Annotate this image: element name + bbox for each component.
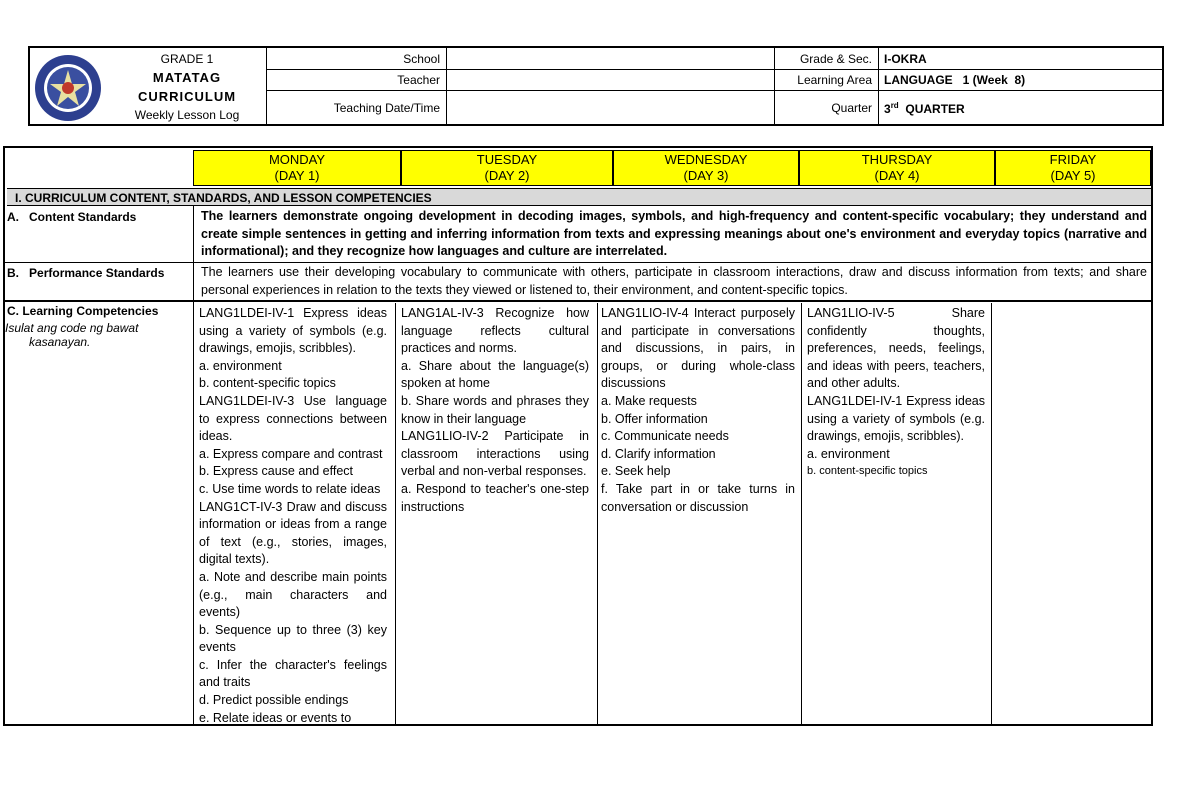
section-heading: I. CURRICULUM CONTENT, STANDARDS, AND LESSON COMPETENCIES xyxy=(7,188,1151,206)
learning-area-label: Learning Area xyxy=(797,73,872,87)
content-standards-text: The learners demonstrate ongoing development in decoding images, symbols, and high-frequency and content-specific vocabulary; they understand and create simple sentences in getting and inferring information from texts and expressing meanings about one's environment and everyday topics (narrative and informational); and they recognize how languages and culture are interrelated. xyxy=(201,209,1147,258)
day-header-friday: FRIDAY (DAY 5) xyxy=(995,150,1151,186)
competencies-thursday: LANG1LIO-IV-5 Share confidently thoughts, preferences, needs, feelings, and ideas with peers, teachers, and other adults. LANG1LDEI-IV-1 Express ideas using a variety of symbols (e.g. drawings, emojis, scribbles). a. environment b. content-specific topics xyxy=(807,306,985,478)
quarter-value: 3rd QUARTER xyxy=(884,101,965,116)
quarter-label: Quarter xyxy=(831,101,872,115)
teaching-date-label: Teaching Date/Time xyxy=(333,101,440,115)
day-header-thursday: THURSDAY (DAY 4) xyxy=(799,150,995,186)
grade-sec-label: Grade & Sec. xyxy=(799,52,872,66)
school-label: School xyxy=(403,52,440,66)
performance-standards-label: B. Performance Standards xyxy=(7,266,165,280)
competencies-wednesday: LANG1LIO-IV-4 Interact purposely and participate in conversations and discussions, in pairs, in groups, or during whole-class discussions a. Make requests b. Offer information c. Communicate needs d. Clarify information e. Seek help f. Take part in or take turns in conversation or discussion xyxy=(601,306,795,514)
content-standards-label: A. Content Standards xyxy=(7,210,137,224)
deped-seal-logo xyxy=(34,54,102,122)
learning-area-value: LANGUAGE 1 (Week 8) xyxy=(884,73,1026,87)
curriculum-line1: MATATAG xyxy=(152,70,222,85)
curriculum-line2: CURRICULUM xyxy=(137,89,237,104)
day-header-wednesday: WEDNESDAY (DAY 3) xyxy=(613,150,799,186)
header-table xyxy=(28,46,1164,126)
lesson-log-table xyxy=(3,146,1153,726)
teacher-label: Teacher xyxy=(397,73,440,87)
log-title: Weekly Lesson Log xyxy=(134,108,240,122)
competencies-tuesday: LANG1AL-IV-3 Recognize how language reflects cultural practices and norms. a. Share about the language(s) spoken at home b. Share words and phrases they know in their language LANG1LIO-IV-2 Participate in classroom interactions using verbal and non-verbal responses. a. Respond to teacher's one-step instructions xyxy=(401,306,589,514)
grade-label: GRADE 1 xyxy=(160,52,214,66)
grade-sec-value: I-OKRA xyxy=(884,52,927,66)
day-header-monday: MONDAY (DAY 1) xyxy=(193,150,401,186)
learning-competencies-label: C. Learning Competencies xyxy=(7,304,159,318)
competencies-note: Isulat ang code ng bawat kasanayan. xyxy=(5,321,139,349)
day-header-tuesday: TUESDAY (DAY 2) xyxy=(401,150,613,186)
competencies-monday: LANG1LDEI-IV-1 Express ideas using a variety of symbols (e.g. drawings, emojis, scribbles). a. environment b. content-specific topics LANG1LDEI-IV-3 Use language to express connections between ideas. a. Express compare and contrast b. Express cause and effect c. Use time words to relate ideas LANG1CT-IV-3 Draw and discuss information or ideas from a range of text (e.g., stories, images, digital texts). a. Note and describe main points (e.g., main characters and events) b. Sequence up to three (3) key events c. Infer the character's feelings and traits d. Predict possible endings e. Relate ideas or events to xyxy=(199,306,387,725)
logo-cell xyxy=(30,48,267,124)
performance-standards-text: The learners use their developing vocabulary to communicate with others, participate in classroom interactions, draw and discuss information from texts; and share personal experiences in relation to the texts they viewed or listened to, their environment, and content-specific topics. xyxy=(201,265,1147,297)
